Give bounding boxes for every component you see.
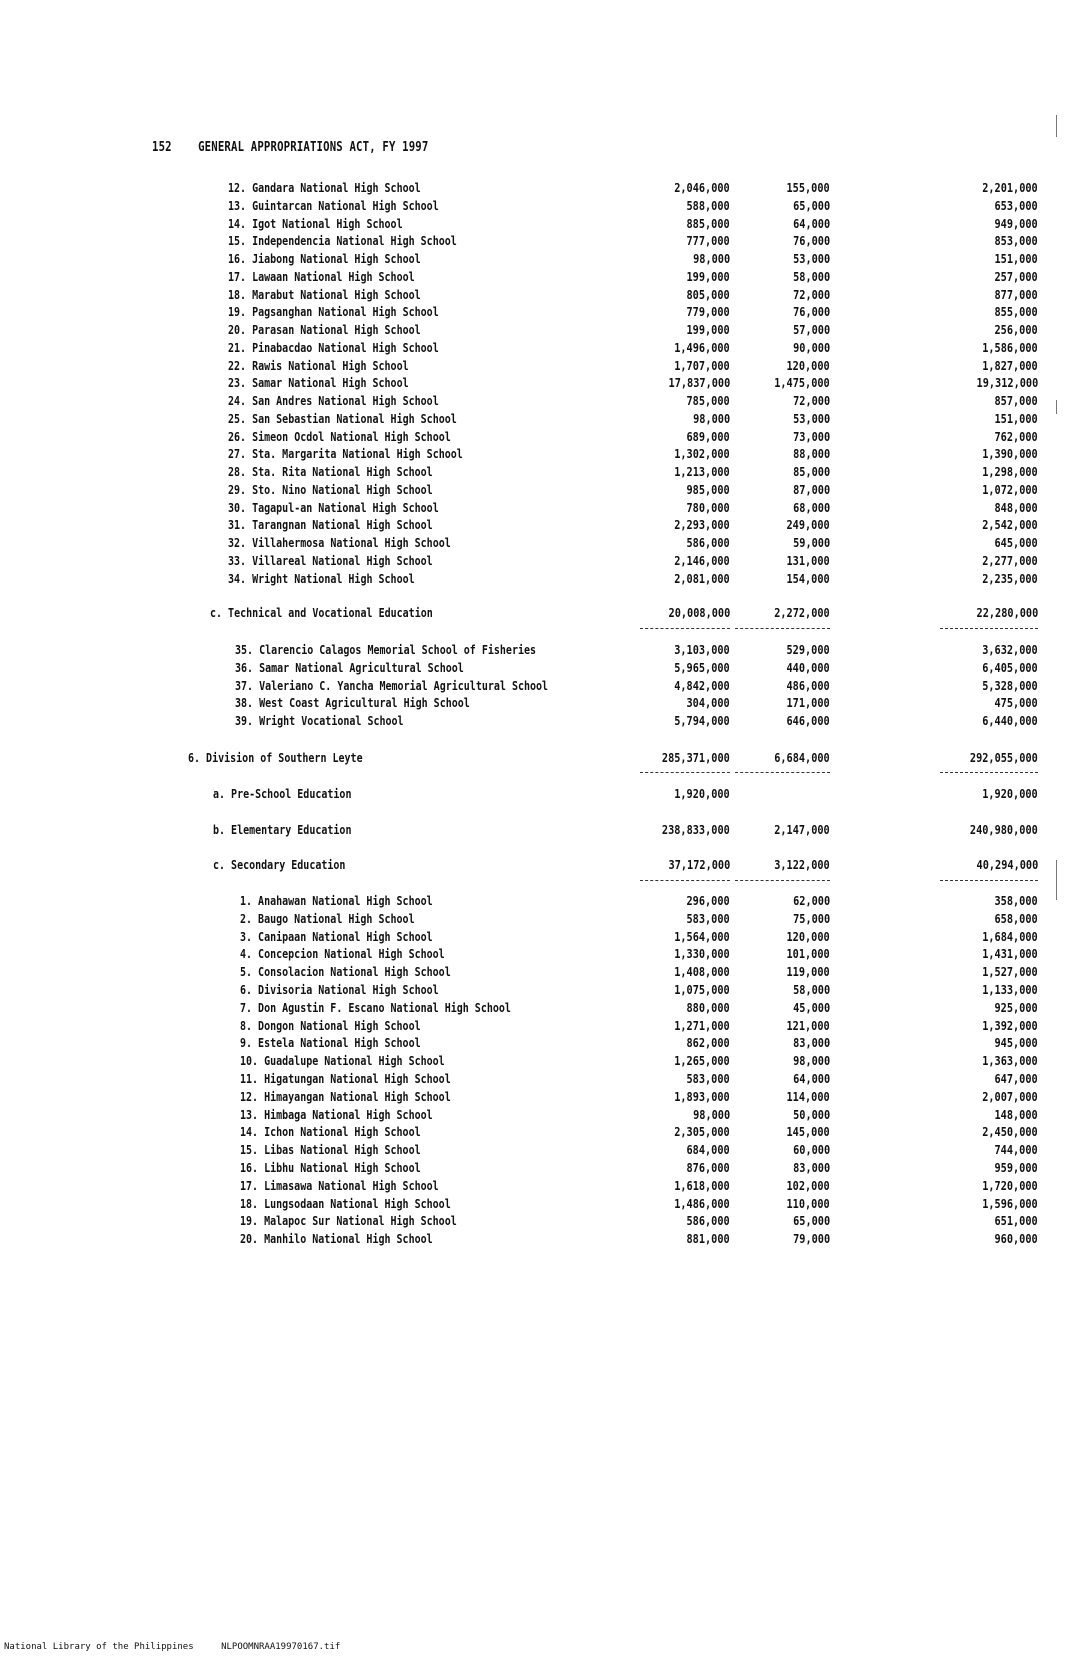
table-row [0,446,1085,464]
table-row [0,1018,1085,1036]
amount-mooe: 50,000 [792,1106,830,1122]
row-label: c. Technical and Vocational Education [210,605,433,620]
amount-mooe: 121,000 [786,1017,830,1033]
amount-mooe: 2,272,000 [774,605,830,620]
amount-total: 6,405,000 [982,659,1038,675]
amount-mooe: 154,000 [786,570,830,586]
page-title: GENERAL APPROPRIATIONS ACT, FY 1997 [198,140,429,155]
table-row [0,1142,1085,1160]
row-label: 10. Guadalupe National High School [240,1053,445,1069]
amount-total: 475,000 [994,695,1038,711]
amount-ps: 5,965,000 [674,659,730,675]
row-label: 13. Himbaga National High School [240,1106,433,1122]
amount-ps: 5,794,000 [674,713,730,728]
amount-mooe: 73,000 [792,428,830,444]
row-label: 20. Manhilo National High School [240,1231,433,1247]
amount-ps: 1,213,000 [674,464,730,479]
scan-mark [1056,400,1057,414]
category-row [0,605,1085,623]
row-label: 13. Guintarcan National High School [228,197,439,213]
table-row [0,964,1085,982]
category-row [0,857,1085,875]
amount-ps: 37,172,000 [668,857,730,872]
amount-ps: 586,000 [686,535,730,550]
table-row [0,251,1085,269]
amount-total: 1,363,000 [982,1053,1038,1069]
table-row [0,393,1085,411]
table-row [0,713,1085,731]
table-row [0,535,1085,553]
amount-total: 645,000 [994,535,1038,550]
amount-ps: 881,000 [686,1231,730,1247]
amount-total: 2,235,000 [982,570,1038,586]
table-row [0,375,1085,393]
row-label: 15. Independencia National High School [228,233,457,249]
table-row [0,1178,1085,1196]
amount-total: 651,000 [994,1213,1038,1229]
amount-total: 6,440,000 [982,713,1038,728]
amount-mooe: 72,000 [792,286,830,302]
amount-mooe: 131,000 [786,552,830,568]
amount-total: 857,000 [994,393,1038,408]
table-row [0,893,1085,911]
amount-ps: 1,271,000 [674,1017,730,1033]
row-label: 17. Lawaan National High School [228,268,415,284]
amount-total: 2,542,000 [982,517,1038,533]
amount-mooe: 76,000 [792,233,830,249]
row-label: 22. Rawis National High School [228,357,409,373]
table-row [0,695,1085,713]
category-row [0,822,1085,840]
row-label: 19. Malapoc Sur National High School [240,1213,457,1229]
amount-total: 151,000 [994,251,1038,266]
table-row [0,1035,1085,1053]
amount-ps: 1,496,000 [674,339,730,355]
amount-ps: 985,000 [686,481,730,497]
amount-ps: 586,000 [686,1213,730,1229]
amount-mooe: 65,000 [792,197,830,213]
scan-footer [4,1642,362,1652]
amount-ps: 779,000 [686,304,730,320]
amount-mooe: 98,000 [792,1053,830,1069]
amount-mooe: 58,000 [792,982,830,997]
row-label: 3. Canipaan National High School [240,928,433,944]
amount-total: 256,000 [994,322,1038,337]
amount-total: 1,586,000 [982,339,1038,355]
amount-total: 5,328,000 [982,677,1038,693]
amount-mooe: 6,684,000 [774,750,830,765]
amount-mooe: 3,122,000 [774,857,830,872]
row-label: 16. Jiabong National High School [228,251,421,266]
row-label: 14. Ichon National High School [240,1124,421,1140]
row-label: 37. Valeriano C. Yancha Memorial Agricultural School [235,677,549,693]
row-label: 28. Sta. Rita National High School [228,464,433,479]
row-label: 24. San Andres National High School [228,393,439,408]
amount-ps: 885,000 [686,215,730,231]
amount-ps: 98,000 [692,1106,730,1122]
amount-mooe: 45,000 [792,999,830,1015]
page-number: 152 [152,140,172,155]
amount-mooe: 88,000 [792,446,830,462]
subtotal-rule [640,628,730,629]
amount-mooe: 120,000 [786,928,830,944]
table-row [0,553,1085,571]
table-row [0,1196,1085,1214]
subtotal-rule [940,880,1038,881]
library-credit: National Library of the Philippines [4,1642,194,1652]
table-row [0,482,1085,500]
amount-mooe: 1,475,000 [774,375,830,391]
row-label: 25. San Sebastian National High School [228,410,457,426]
scan-mark [1056,115,1057,137]
category-row [0,786,1085,804]
amount-mooe: 114,000 [786,1088,830,1104]
amount-ps: 1,075,000 [674,982,730,997]
amount-ps: 2,305,000 [674,1124,730,1140]
amount-total: 959,000 [994,1160,1038,1175]
amount-mooe: 60,000 [792,1142,830,1158]
amount-mooe: 102,000 [786,1177,830,1193]
amount-total: 2,450,000 [982,1124,1038,1140]
row-label: 31. Tarangnan National High School [228,517,433,533]
row-label: 26. Simeon Ocdol National High School [228,428,451,444]
row-label: 33. Villareal National High School [228,552,433,568]
row-label: 34. Wright National High School [228,570,415,586]
amount-total: 1,072,000 [982,481,1038,497]
table-row [0,180,1085,198]
subtotal-rule [735,628,830,629]
amount-total: 40,294,000 [976,857,1038,872]
amount-total: 925,000 [994,999,1038,1015]
amount-ps: 689,000 [686,428,730,444]
amount-total: 2,007,000 [982,1088,1038,1104]
amount-total: 744,000 [994,1142,1038,1158]
amount-total: 647,000 [994,1071,1038,1086]
amount-ps: 1,330,000 [674,946,730,962]
amount-total: 151,000 [994,410,1038,426]
amount-mooe: 155,000 [786,180,830,195]
table-row [0,340,1085,358]
table-row [0,1071,1085,1089]
amount-mooe: 68,000 [792,499,830,515]
amount-ps: 285,371,000 [662,750,730,765]
row-label: 4. Concepcion National High School [240,946,445,962]
amount-ps: 2,293,000 [674,517,730,533]
row-label: 14. Igot National High School [228,215,403,231]
row-label: c. Secondary Education [213,857,346,872]
amount-ps: 1,893,000 [674,1088,730,1104]
amount-mooe: 64,000 [792,1071,830,1086]
amount-total: 1,392,000 [982,1017,1038,1033]
amount-total: 877,000 [994,286,1038,302]
row-label: 11. Higatungan National High School [240,1071,451,1086]
row-label: 8. Dongon National High School [240,1017,421,1033]
amount-mooe: 2,147,000 [774,822,830,837]
amount-total: 960,000 [994,1231,1038,1247]
amount-mooe: 53,000 [792,251,830,266]
row-label: 18. Marabut National High School [228,286,421,302]
row-label: 17. Limasawa National High School [240,1177,439,1193]
amount-mooe: 85,000 [792,464,830,479]
amount-ps: 583,000 [686,1071,730,1086]
amount-ps: 1,486,000 [674,1195,730,1211]
row-label: 6. Divisoria National High School [240,982,439,997]
table-row [0,946,1085,964]
amount-ps: 876,000 [686,1160,730,1175]
amount-total: 1,684,000 [982,928,1038,944]
amount-mooe: 87,000 [792,481,830,497]
amount-mooe: 83,000 [792,1035,830,1051]
amount-ps: 98,000 [692,410,730,426]
amount-ps: 684,000 [686,1142,730,1158]
subtotal-rule [940,628,1038,629]
amount-ps: 1,302,000 [674,446,730,462]
row-label: 20. Parasan National High School [228,322,421,337]
subtotal-rule [735,880,830,881]
row-label: 12. Gandara National High School [228,180,421,195]
amount-ps: 304,000 [686,695,730,711]
row-label: 15. Libas National High School [240,1142,421,1158]
subtotal-rule [735,772,830,773]
subtotal-rule [640,880,730,881]
file-name: NLPOOMNRAA19970167.tif [221,1642,341,1652]
amount-mooe: 529,000 [786,642,830,657]
amount-total: 1,431,000 [982,946,1038,962]
amount-ps: 583,000 [686,910,730,926]
table-row [0,1231,1085,1249]
amount-total: 1,596,000 [982,1195,1038,1211]
amount-ps: 862,000 [686,1035,730,1051]
amount-mooe: 171,000 [786,695,830,711]
amount-ps: 1,618,000 [674,1177,730,1193]
amount-total: 1,827,000 [982,357,1038,373]
table-row [0,1160,1085,1178]
amount-mooe: 440,000 [786,659,830,675]
amount-mooe: 57,000 [792,322,830,337]
amount-total: 2,277,000 [982,552,1038,568]
row-label: 39. Wright Vocational School [235,713,404,728]
amount-ps: 199,000 [686,268,730,284]
amount-ps: 1,707,000 [674,357,730,373]
amount-mooe: 646,000 [786,713,830,728]
row-label: 29. Sto. Nino National High School [228,481,433,497]
amount-total: 3,632,000 [982,642,1038,657]
table-row [0,269,1085,287]
amount-total: 848,000 [994,499,1038,515]
row-label: 5. Consolacion National High School [240,964,451,980]
amount-ps: 1,265,000 [674,1053,730,1069]
amount-total: 257,000 [994,268,1038,284]
amount-total: 19,312,000 [976,375,1038,391]
row-label: 6. Division of Southern Leyte [188,750,363,765]
amount-total: 148,000 [994,1106,1038,1122]
amount-total: 292,055,000 [970,750,1038,765]
amount-total: 1,133,000 [982,982,1038,997]
amount-ps: 296,000 [686,893,730,908]
amount-total: 240,980,000 [970,822,1038,837]
amount-total: 1,527,000 [982,964,1038,980]
amount-ps: 880,000 [686,999,730,1015]
amount-total: 1,298,000 [982,464,1038,479]
amount-total: 22,280,000 [976,605,1038,620]
amount-total: 358,000 [994,893,1038,908]
amount-mooe: 119,000 [786,964,830,980]
row-label: a. Pre-School Education [213,786,352,801]
amount-mooe: 145,000 [786,1124,830,1140]
table-row [0,429,1085,447]
amount-ps: 777,000 [686,233,730,249]
amount-total: 1,390,000 [982,446,1038,462]
amount-mooe: 486,000 [786,677,830,693]
amount-ps: 805,000 [686,286,730,302]
amount-ps: 4,842,000 [674,677,730,693]
amount-mooe: 58,000 [792,268,830,284]
amount-total: 945,000 [994,1035,1038,1051]
amount-mooe: 110,000 [786,1195,830,1211]
row-label: 1. Anahawan National High School [240,893,433,908]
amount-mooe: 75,000 [792,910,830,926]
amount-ps: 20,008,000 [668,605,730,620]
row-label: 2. Baugo National High School [240,910,415,926]
division-row [0,750,1085,768]
table-row [0,304,1085,322]
amount-mooe: 79,000 [792,1231,830,1247]
amount-mooe: 72,000 [792,393,830,408]
row-label: 23. Samar National High School [228,375,409,391]
row-label: 21. Pinabacdao National High School [228,339,439,355]
amount-mooe: 53,000 [792,410,830,426]
amount-total: 853,000 [994,233,1038,249]
amount-total: 1,920,000 [982,786,1038,801]
table-row [0,500,1085,518]
table-row [0,571,1085,589]
table-row [0,642,1085,660]
subtotal-rule [640,772,730,773]
amount-ps: 2,146,000 [674,552,730,568]
amount-ps: 2,046,000 [674,180,730,195]
amount-mooe: 249,000 [786,517,830,533]
row-label: b. Elementary Education [213,822,352,837]
amount-mooe: 101,000 [786,946,830,962]
scan-mark [1056,860,1057,900]
table-row [0,411,1085,429]
row-label: 27. Sta. Margarita National High School [228,446,463,462]
table-row [0,1000,1085,1018]
table-row [0,1213,1085,1231]
table-row [0,517,1085,535]
amount-mooe: 65,000 [792,1213,830,1229]
amount-total: 653,000 [994,197,1038,213]
amount-mooe: 90,000 [792,339,830,355]
amount-ps: 17,837,000 [668,375,730,391]
amount-total: 762,000 [994,428,1038,444]
table-row [0,982,1085,1000]
table-row [0,678,1085,696]
amount-ps: 238,833,000 [662,822,730,837]
amount-total: 855,000 [994,304,1038,320]
amount-ps: 1,408,000 [674,964,730,980]
amount-ps: 588,000 [686,197,730,213]
row-label: 32. Villahermosa National High School [228,535,451,550]
row-label: 35. Clarencio Calagos Memorial School of Fisheries [235,642,537,657]
row-label: 38. West Coast Agricultural High School [235,695,470,711]
amount-total: 1,720,000 [982,1177,1038,1193]
table-row [0,1124,1085,1142]
amount-mooe: 64,000 [792,215,830,231]
amount-mooe: 62,000 [792,893,830,908]
table-row [0,464,1085,482]
amount-total: 2,201,000 [982,180,1038,195]
subtotal-rule [940,772,1038,773]
amount-mooe: 76,000 [792,304,830,320]
amount-ps: 98,000 [692,251,730,266]
table-row [0,322,1085,340]
row-label: 7. Don Agustin F. Escano National High School [240,999,511,1015]
table-row [0,911,1085,929]
table-row [0,1053,1085,1071]
table-row [0,929,1085,947]
amount-ps: 3,103,000 [674,642,730,657]
table-row [0,358,1085,376]
amount-ps: 1,564,000 [674,928,730,944]
amount-ps: 2,081,000 [674,570,730,586]
table-row [0,216,1085,234]
row-label: 12. Himayangan National High School [240,1088,451,1104]
amount-total: 949,000 [994,215,1038,231]
table-row [0,660,1085,678]
row-label: 30. Tagapul-an National High School [228,499,439,515]
amount-mooe: 83,000 [792,1160,830,1175]
table-row [0,287,1085,305]
row-label: 16. Libhu National High School [240,1160,421,1175]
row-label: 18. Lungsodaan National High School [240,1195,451,1211]
table-row [0,1107,1085,1125]
amount-ps: 1,920,000 [674,786,730,801]
page-header [152,140,428,155]
row-label: 36. Samar National Agricultural School [235,659,464,675]
amount-mooe: 120,000 [786,357,830,373]
amount-total: 658,000 [994,910,1038,926]
amount-mooe: 59,000 [792,535,830,550]
table-row [0,198,1085,216]
row-label: 19. Pagsanghan National High School [228,304,439,320]
amount-ps: 199,000 [686,322,730,337]
table-row [0,233,1085,251]
table-row [0,1089,1085,1107]
amount-ps: 780,000 [686,499,730,515]
amount-ps: 785,000 [686,393,730,408]
row-label: 9. Estela National High School [240,1035,421,1051]
